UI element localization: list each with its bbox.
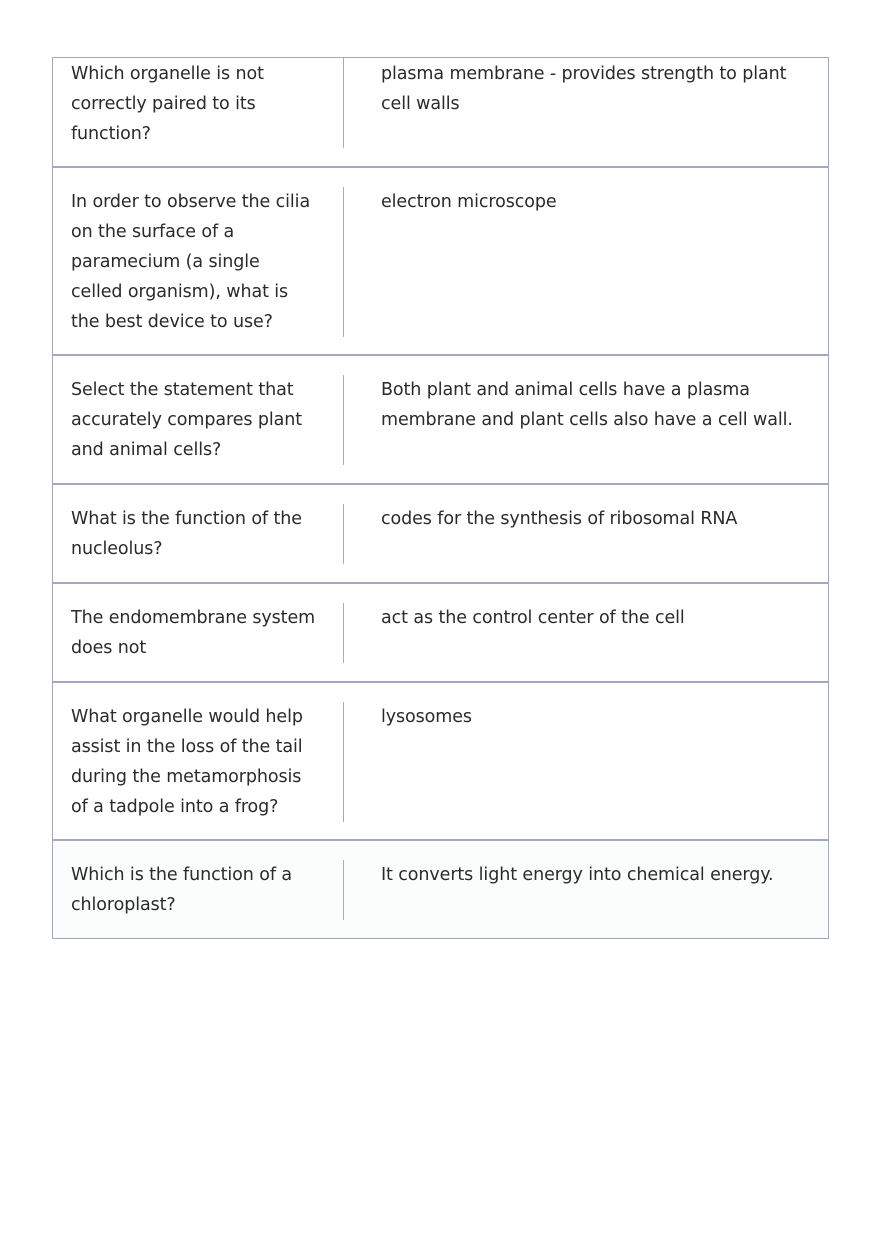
card-definition: act as the control center of the cell: [381, 608, 685, 628]
card-definition: plasma membrane - provides strength to plant cell walls: [381, 64, 787, 114]
flashcard: [52, 483, 829, 584]
card-term: In order to observe the cilia on the surface of a paramecium (a single celled organism), what is the best device to use?: [71, 192, 311, 332]
card-term: What is the function of the nucleolus?: [71, 509, 302, 559]
card-divider: [343, 58, 344, 148]
flashcard: [52, 166, 829, 356]
card-definition: electron microscope: [381, 192, 557, 212]
flashcard: [52, 57, 829, 168]
card-term: Which organelle is not correctly paired to its function?: [71, 64, 264, 144]
card-term: What organelle would help assist in the loss of the tail during the metamorphosis of a tadpole into a frog?: [71, 707, 303, 817]
card-divider: [343, 860, 344, 920]
flashcard: [52, 582, 829, 683]
card-definition: Both plant and animal cells have a plasma membrane and plant cells also have a cell wall.: [381, 380, 793, 430]
card-divider: [343, 504, 344, 564]
flashcard: [52, 681, 829, 841]
flashcard: [52, 354, 829, 485]
card-divider: [343, 603, 344, 663]
card-divider: [343, 187, 344, 337]
card-definition: lysosomes: [381, 707, 472, 727]
flashcard-list: [52, 57, 829, 939]
card-definition: codes for the synthesis of ribosomal RNA: [381, 509, 738, 529]
card-term: Which is the function of a chloroplast?: [71, 865, 292, 915]
flashcard: [52, 839, 829, 939]
card-term: Select the statement that accurately compares plant and animal cells?: [71, 380, 302, 460]
card-term: The endomembrane system does not: [71, 608, 316, 658]
card-divider: [343, 702, 344, 822]
card-definition: It converts light energy into chemical energy.: [381, 865, 774, 885]
card-divider: [343, 375, 344, 465]
